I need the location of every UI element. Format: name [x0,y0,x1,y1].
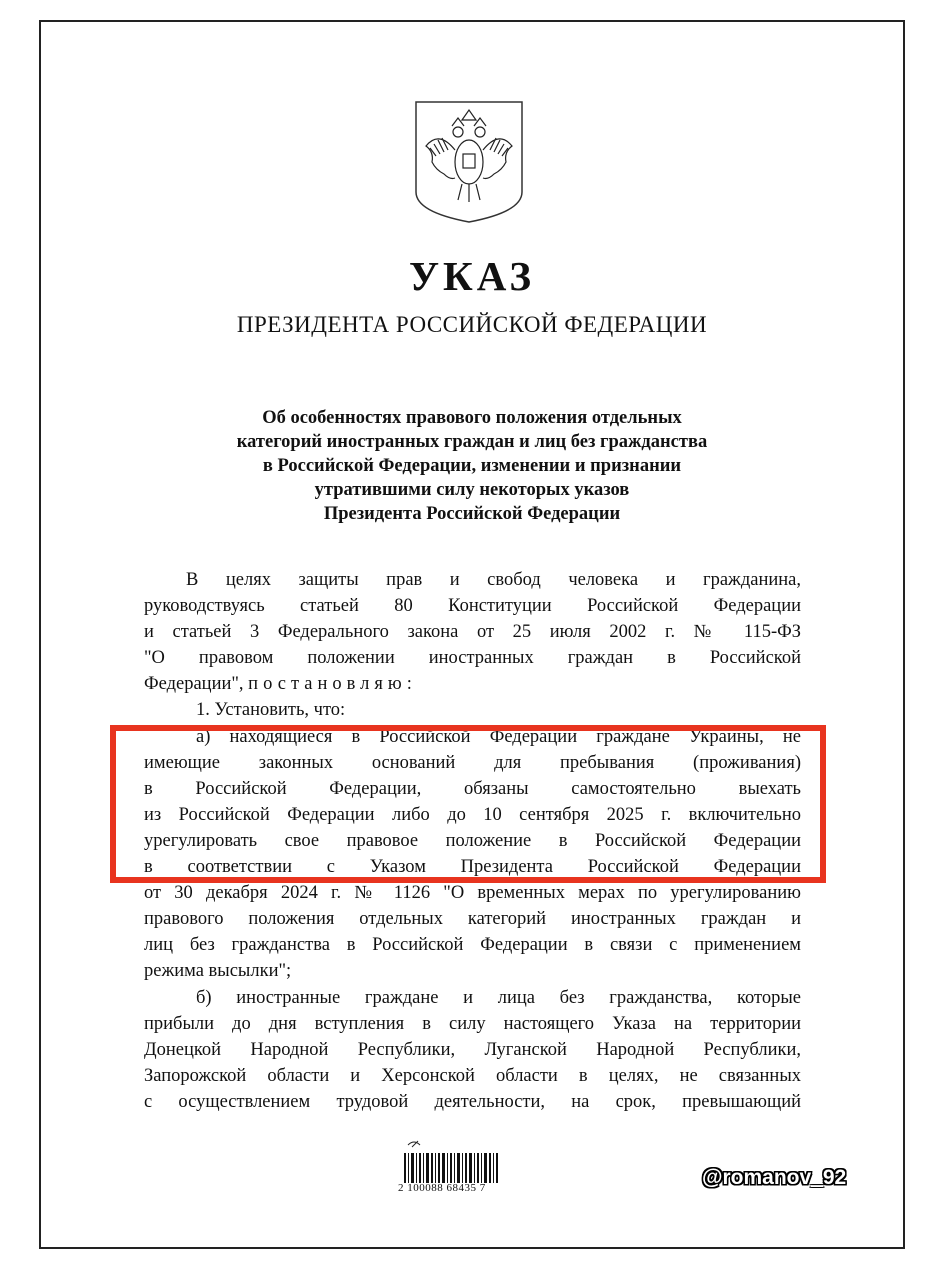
preamble-end: Федерации", [144,674,244,695]
heading-line: Президента Российской Федерации [323,504,621,524]
point-a-line: урегулировать свое правовое положение в Российской Федерации [144,830,801,851]
point-1: 1. Установить, что: [196,700,346,721]
point-a-line: а) находящиеся в Российской Федерации граждане Украины, не [196,726,801,747]
point-a-line: в Российской Федерации, обязаны самостоятельно выехать [144,778,801,799]
heading-line: Об особенностях правового положения отдельных [262,408,682,428]
point-a-line: лиц без гражданства в Российской Федерации в связи с применением [144,935,801,956]
red-highlight-box [110,725,826,883]
heading-line: категорий иностранных граждан и лиц без гражданства [236,432,708,452]
barcode-number: 2 100088 68435 7 [398,1182,486,1194]
decree-word: постановляю: [248,674,417,695]
preamble-line: "О правовом положении иностранных граждан в Российской [144,648,801,669]
point-b-line: Запорожской области и Херсонской области в целях, не связанных [144,1065,801,1086]
document-title: УКАЗ [408,253,536,299]
decree-heading [0,406,944,526]
heading-line: утратившими силу некоторых указов [314,480,630,500]
point-a-line: от 30 декабря 2024 г. № 1126 "О временных мерах по урегулированию [144,883,801,904]
point-b-line: с осуществлением трудовой деятельности, на срок, превышающий [144,1091,801,1112]
preamble-line: руководствуясь статьей 80 Конституции Российской Федерации [144,596,801,617]
point-a-line: правового положения отдельных категорий иностранных граждан и [144,909,801,930]
point-a-line: режима высылки"; [144,961,292,982]
preamble-line: В целях защиты прав и свобод человека и гражданина, [186,570,801,590]
preamble-line: и статьей 3 Федерального закона от 25 июля 2002 г. № 115-ФЗ [144,622,801,643]
watermark-handle: @romanov_92 [702,1166,847,1189]
point-b-line: Донецкой Народной Республики, Луганской Народной Республики, [144,1039,801,1060]
point-b-line: прибыли до дня вступления в силу настоящего Указа на территории [144,1013,801,1034]
point-b-line: б) иностранные граждане и лица без гражданства, которые [196,987,801,1008]
document-subtitle: ПРЕЗИДЕНТА РОССИЙСКОЙ ФЕДЕРАЦИИ [236,312,708,337]
heading-line: в Российской Федерации, изменении и признании [262,456,682,476]
coat-of-arms-emblem [414,100,524,224]
point-a-line: в соответствии с Указом Президента Российской Федерации [144,857,801,878]
preamble-line-last [144,671,801,697]
point-a-line: из Российской Федерации либо до 10 сентября 2025 г. включительно [144,804,801,825]
point-a-line: имеющие законных оснований для пребывания (проживания) [144,752,801,773]
